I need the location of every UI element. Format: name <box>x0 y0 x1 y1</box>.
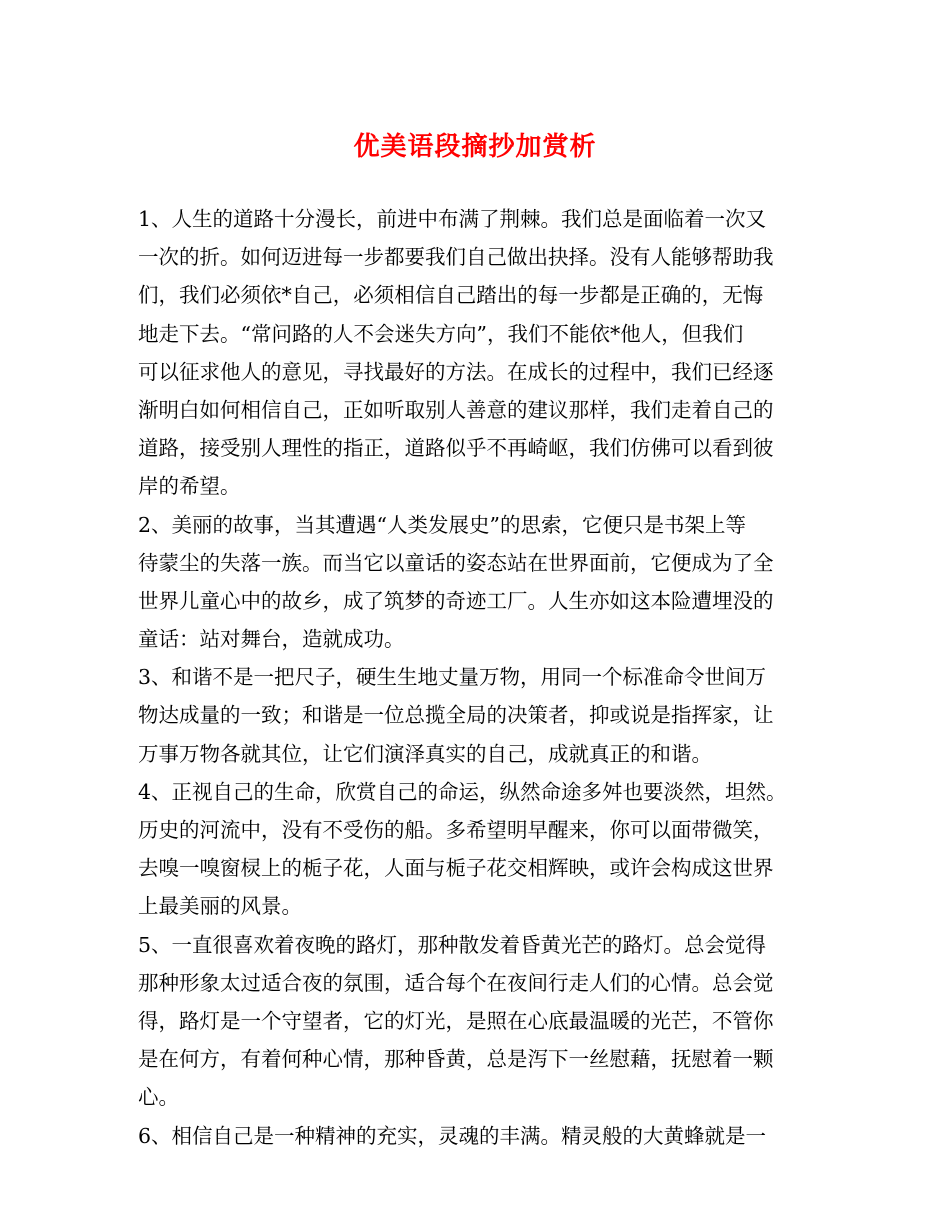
text-line: 2、美丽的故事，当其遭遇“人类发展史”的思索，它便只是书架上等 <box>138 512 747 537</box>
text-line: 5、一直很喜欢着夜晚的路灯，那种散发着昏黄光芒的路灯。总会觉得 <box>138 932 767 957</box>
text-line: 可以征求他人的意见，寻找最好的方法。在成长的过程中，我们已经逐 <box>138 359 774 384</box>
text-line: 们，我们必须依*自己，必须相信自己踏出的每一步都是正确的，无悔 <box>138 283 764 308</box>
text-line: 地走下去。“常问路的人不会迷失方向”，我们不能依*他人，但我们 <box>138 321 744 346</box>
page-title: 优美语段摘抄加赏析 <box>353 132 597 162</box>
document-body <box>138 200 838 1155</box>
text-line: 那种形象太过适合夜的氛围，适合每个在夜间行走人们的心情。总会觉 <box>138 970 774 995</box>
text-line: 历史的河流中，没有不受伤的船。多希望明早醒来，你可以面带微笑， <box>138 818 774 842</box>
text-line: 物达成量的一致；和谐是一位总揽全局的决策者，抑或说是指挥家，让 <box>138 703 774 728</box>
text-line: 6、相信自己是一种精神的充实，灵魂的丰满。精灵般的大黄蜂就是一 <box>138 1123 767 1148</box>
text-line: 得，路灯是一个守望者，它的灯光，是照在心底最温暖的光芒，不管你 <box>138 1008 774 1033</box>
text-line: 是在何方，有着何种心情，那种昏黄，总是泻下一丝慰藉，抚慰着一颗 <box>138 1047 774 1072</box>
text-line: 去嗅一嗅窗棂上的栀子花，人面与栀子花交相辉映，或许会构成这世界 <box>138 856 774 881</box>
text-line: 渐明白如何相信自己，正如听取别人善意的建议那样，我们走着自己的 <box>138 397 774 422</box>
text-line: 1、人生的道路十分漫长，前进中布满了荆棘。我们总是面临着一次又 <box>138 207 767 231</box>
text-line: 岸的希望。 <box>138 474 241 499</box>
text-line: 童话：站对舞台，造就成功。 <box>138 627 405 652</box>
text-line: 世界儿童心中的故乡，成了筑梦的奇迹工厂。人生亦如这本险遭埋没的 <box>138 588 774 613</box>
text-line: 上最美丽的风景。 <box>138 894 302 919</box>
text-line: 待蒙尘的失落一族。而当它以童话的姿态站在世界面前，它便成为了全 <box>138 550 774 575</box>
text-line: 心。 <box>138 1085 179 1110</box>
text-line: 3、和谐不是一把尺子，硬生生地丈量万物，用同一个标准命令世间万 <box>138 665 767 690</box>
text-line: 道路，接受别人理性的指正，道路似乎不再崎岖，我们仿佛可以看到彼 <box>138 436 774 461</box>
text-line: 4、正视自己的生命，欣赏自己的命运，纵然命途多舛也要淡然，坦然。 <box>138 779 787 804</box>
text-line: 一次的折。如何迈进每一步都要我们自己做出抉择。没有人能够帮助我 <box>138 245 774 270</box>
text-line: 万事万物各就其位，让它们演泽真实的自己，成就真正的和谐。 <box>138 741 712 766</box>
